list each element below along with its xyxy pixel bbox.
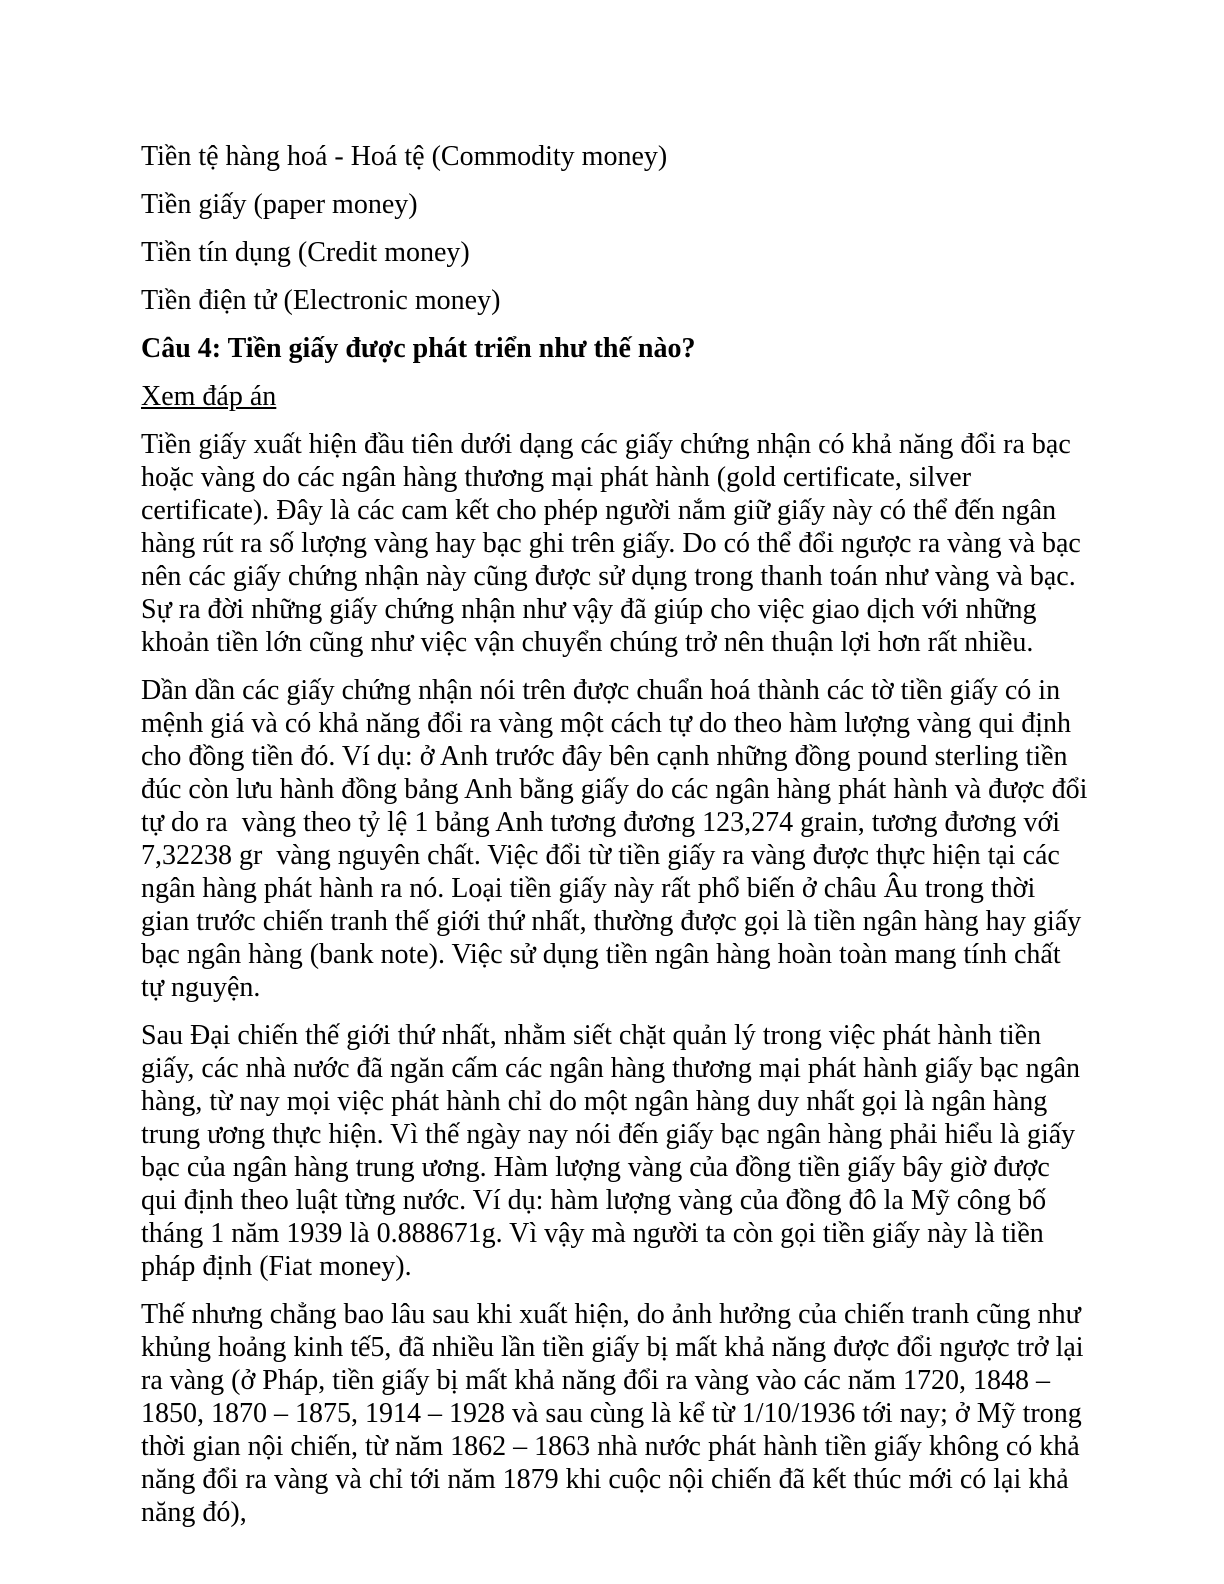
answer-paragraph-origin: Tiền giấy xuất hiện đầu tiên dưới dạng các giấy chứng nhận có khả năng đổi ra bạc hoặc vàng do các ngân hàng thương mại phát hành (gold certificate, silver certificate). Đây là các cam kết cho phép người nắm giữ giấy này có thể đến ngân hàng rút ra số lượng vàng hay bạc ghi trên giấy. Do có thể đổi ngược ra vàng và bạc nên các giấy chứng nhận này cũng được sử dụng trong thanh toán như vàng và bạc. Sự ra đời những giấy chứng nhận như vậy đã giúp cho việc giao dịch với những khoản tiền lớn cũng như việc vận chuyển chúng trở nên thuận lợi hơn rất nhiều. bbox=[141, 429, 1088, 658]
answer-paragraph-standardization: Dần dần các giấy chứng nhận nói trên được chuẩn hoá thành các tờ tiền giấy có in mệnh giá và có khả năng đổi ra vàng một cách tự do theo hàm lượng vàng qui định cho đồng tiền đó. Ví dụ: ở Anh trước đây bên cạnh những đồng pound sterling tiền đúc còn lưu hành đồng bảng Anh bằng giấy do các ngân hàng phát hành và được đổi tự do ra vàng theo tỷ lệ 1 bảng Anh tương đương 123,274 grain, tương đương với 7,32238 gr vàng nguyên chất. Việc đổi từ tiền giấy ra vàng được thực hiện tại các ngân hàng phát hành ra nó. Loại tiền giấy này rất phổ biến ở châu Âu trong thời gian trước chiến tranh thế giới thứ nhất, thường được gọi là tiền ngân hàng hay giấy bạc ngân hàng (bank note). Việc sử dụng tiền ngân hàng hoàn toàn mang tính chất tự nguyện. bbox=[141, 675, 1095, 1003]
answer-paragraph-central-bank: Sau Đại chiến thế giới thứ nhất, nhằm siết chặt quản lý trong việc phát hành tiền giấy, các nhà nước đã ngăn cấm các ngân hàng thương mại phát hành giấy bạc ngân hàng, từ nay mọi việc phát hành chỉ do một ngân hàng duy nhất gọi là ngân hàng trung ương thực hiện. Vì thế ngày nay nói đến giấy bạc ngân hàng phải hiểu là giấy bạc của ngân hàng trung ương. Hàm lượng vàng của đồng tiền giấy bây giờ được qui định theo luật từng nước. Ví dụ: hàm lượng vàng của đồng đô la Mỹ công bố tháng 1 năm 1939 là 0.888671g. Vì vậy mà người ta còn gọi tiền giấy này là tiền pháp định (Fiat money). bbox=[141, 1020, 1088, 1282]
view-answer-link[interactable]: Xem đáp án bbox=[141, 381, 277, 412]
money-type-list-item-credit: Tiền tín dụng (Credit money) bbox=[141, 237, 470, 268]
answer-paragraph-convertibility-loss: Thế nhưng chẳng bao lâu sau khi xuất hiện, do ảnh hưởng của chiến tranh cũng như khủng hoảng kinh tế5, đã nhiều lần tiền giấy bị mất khả năng được đổi ngược trở lại ra vàng (ở Pháp, tiền giấy bị mất khả năng đổi ra vàng vào các năm 1720, 1848 – 1850, 1870 – 1875, 1914 – 1928 và sau cùng là kể từ 1/10/1936 tới nay; ở Mỹ trong thời gian nội chiến, từ năm 1862 – 1863 nhà nước phát hành tiền giấy không có khả năng đổi ra vàng và chỉ tới năm 1879 khi cuộc nội chiến đã kết thúc mới có lại khả năng đó), bbox=[141, 1299, 1091, 1528]
money-type-list-item-paper: Tiền giấy (paper money) bbox=[141, 189, 418, 220]
money-type-list-item-electronic: Tiền điện tử (Electronic money) bbox=[141, 285, 501, 316]
question-heading: Câu 4: Tiền giấy được phát triển như thế nào? bbox=[141, 333, 696, 364]
money-type-list-item-commodity: Tiền tệ hàng hoá - Hoá tệ (Commodity money) bbox=[141, 141, 668, 172]
answer-link-row bbox=[141, 380, 1090, 413]
